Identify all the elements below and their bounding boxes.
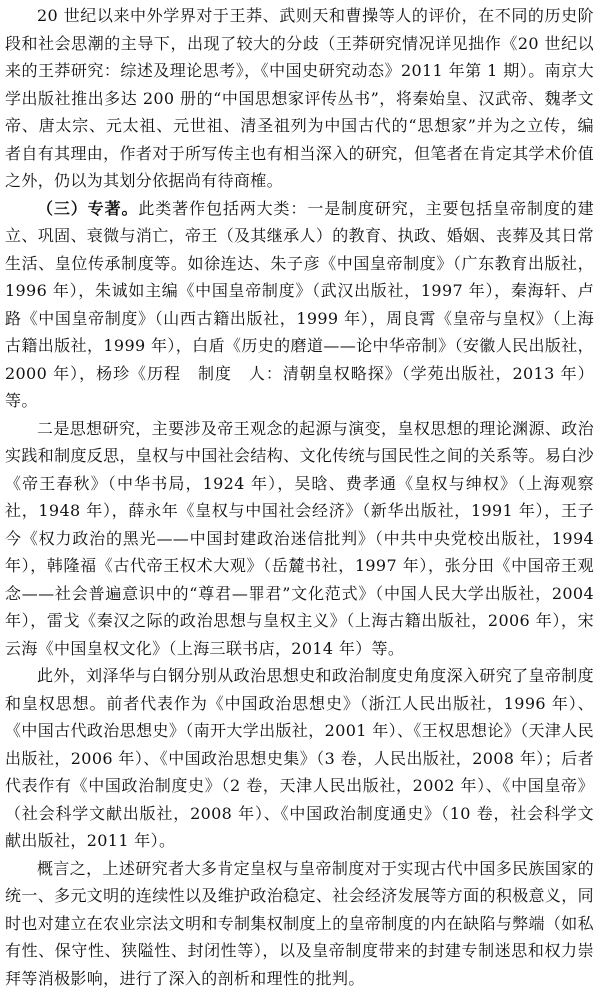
paragraph-1-text: 20 世纪以来中外学界对于王莽、武则天和曹操等人的评价，在不同的历史阶段和社会思潮的主导下，出现了较大的分歧（王莽研究情况详见拙作《20 世纪以来的王莽研究：综述及理论思考》，《中国史研究动态》2011 年第 1 期）。南京大学出版社推出多达 200 册的“中国思想家评传丛书”，将秦始皇、汉武帝、魏孝文帝、唐太宗、元太祖、元世祖、清圣祖列为中国古代的“思想家”并为之立传，编者自有其理由，作者对于所写传主也有相当深入的研究，但笔者在肯定其学术价值之外，仍以为其划分依据尚有待商榷。 bbox=[5, 6, 594, 190]
paragraph-4-text: 此外，刘泽华与白钢分别从政治思想史和政治制度史角度深入研究了皇帝制度和皇权思想。前者代表作为《中国政治思想史》（浙江人民出版社，1996 年）、《中国古代政治思想史》（南开大学出版社，2001 年）、《王权思想论》（天津人民出版社，2006 年）、《中国政治思想史集》（3 卷，人民出版社，2008 年）；后者代表作有《中国政治制度史》（2 卷，天津人民出版社，2002 年）、《中国皇帝》（社会科学文献出版社，2008 年）、《中国政治制度通史》（10 卷，社会科学文献出版社，2011 年）。 bbox=[5, 666, 594, 850]
paragraph-2-text: 此类著作包括两大类：一是制度研究，主要包括皇帝制度的建立、巩固、衰微与消亡，帝王（及其继承人）的教育、执政、婚姻、丧葬及其日常生活、皇位传承制度等。如徐连达、朱子彦《中国皇帝制度》（广东教育出版社，1996 年），朱诚如主编《中国皇帝制度》（武汉出版社，1997 年），秦海轩、卢路《中国皇帝制度》（山西古籍出版社，1999 年），周良霄《皇帝与皇权》（上海古籍出版社，1999 年），白盾《历史的磨道——论中华帝制》（安徽人民出版社，2000 年），杨珍《历程 制度 人：清朝皇权略探》（学苑出版社，2013 年）等。 bbox=[5, 199, 594, 411]
paragraph-5 bbox=[5, 855, 594, 992]
paragraph-5-text: 概言之，上述研究者大多肯定皇权与皇帝制度对于实现古代中国多民族国家的统一、多元文明的连续性以及维护政治稳定、社会经济发展等方面的积极意义，同时也对建立在农业宗法文明和专制集权制度上的皇帝制度的内在缺陷与弊端（如私有性、保守性、狭隘性、封闭性等），以及皇帝制度带来的封建专制迷思和权力崇拜等消极影响，进行了深入的剖析和理性的批判。 bbox=[5, 859, 594, 988]
section-heading-monographs: （三）专著。 bbox=[37, 199, 138, 218]
paragraph-3 bbox=[5, 415, 594, 663]
paragraph-4 bbox=[5, 662, 594, 855]
paragraph-1 bbox=[5, 2, 594, 195]
paragraph-2 bbox=[5, 195, 594, 415]
paragraph-3-text: 二是思想研究，主要涉及帝王观念的起源与演变，皇权思想的理论渊源、政治实践和制度反思，皇权与中国社会结构、文化传统与国民性之间的关系等。易白沙《帝王春秋》（中华书局，1924 年），吴晗、费孝通《皇权与绅权》（上海观察社，1948 年），薛永年《皇权与中国社会经济》（新华出版社，1991 年），王子今《权力政治的黑光——中国封建政治迷信批判》（中共中央党校出版社，1994 年），韩隆福《古代帝王权术大观》（岳麓书社，1997 年），张分田《中国帝王观念——社会普遍意识中的“尊君—罪君”文化范式》（中国人民大学出版社，2004 年），雷戈《秦汉之际的政治思想与皇权主义》（上海古籍出版社，2006 年），宋云海《中国皇权文化》（上海三联书店，2014 年）等。 bbox=[5, 419, 594, 658]
document-page bbox=[5, 2, 594, 992]
